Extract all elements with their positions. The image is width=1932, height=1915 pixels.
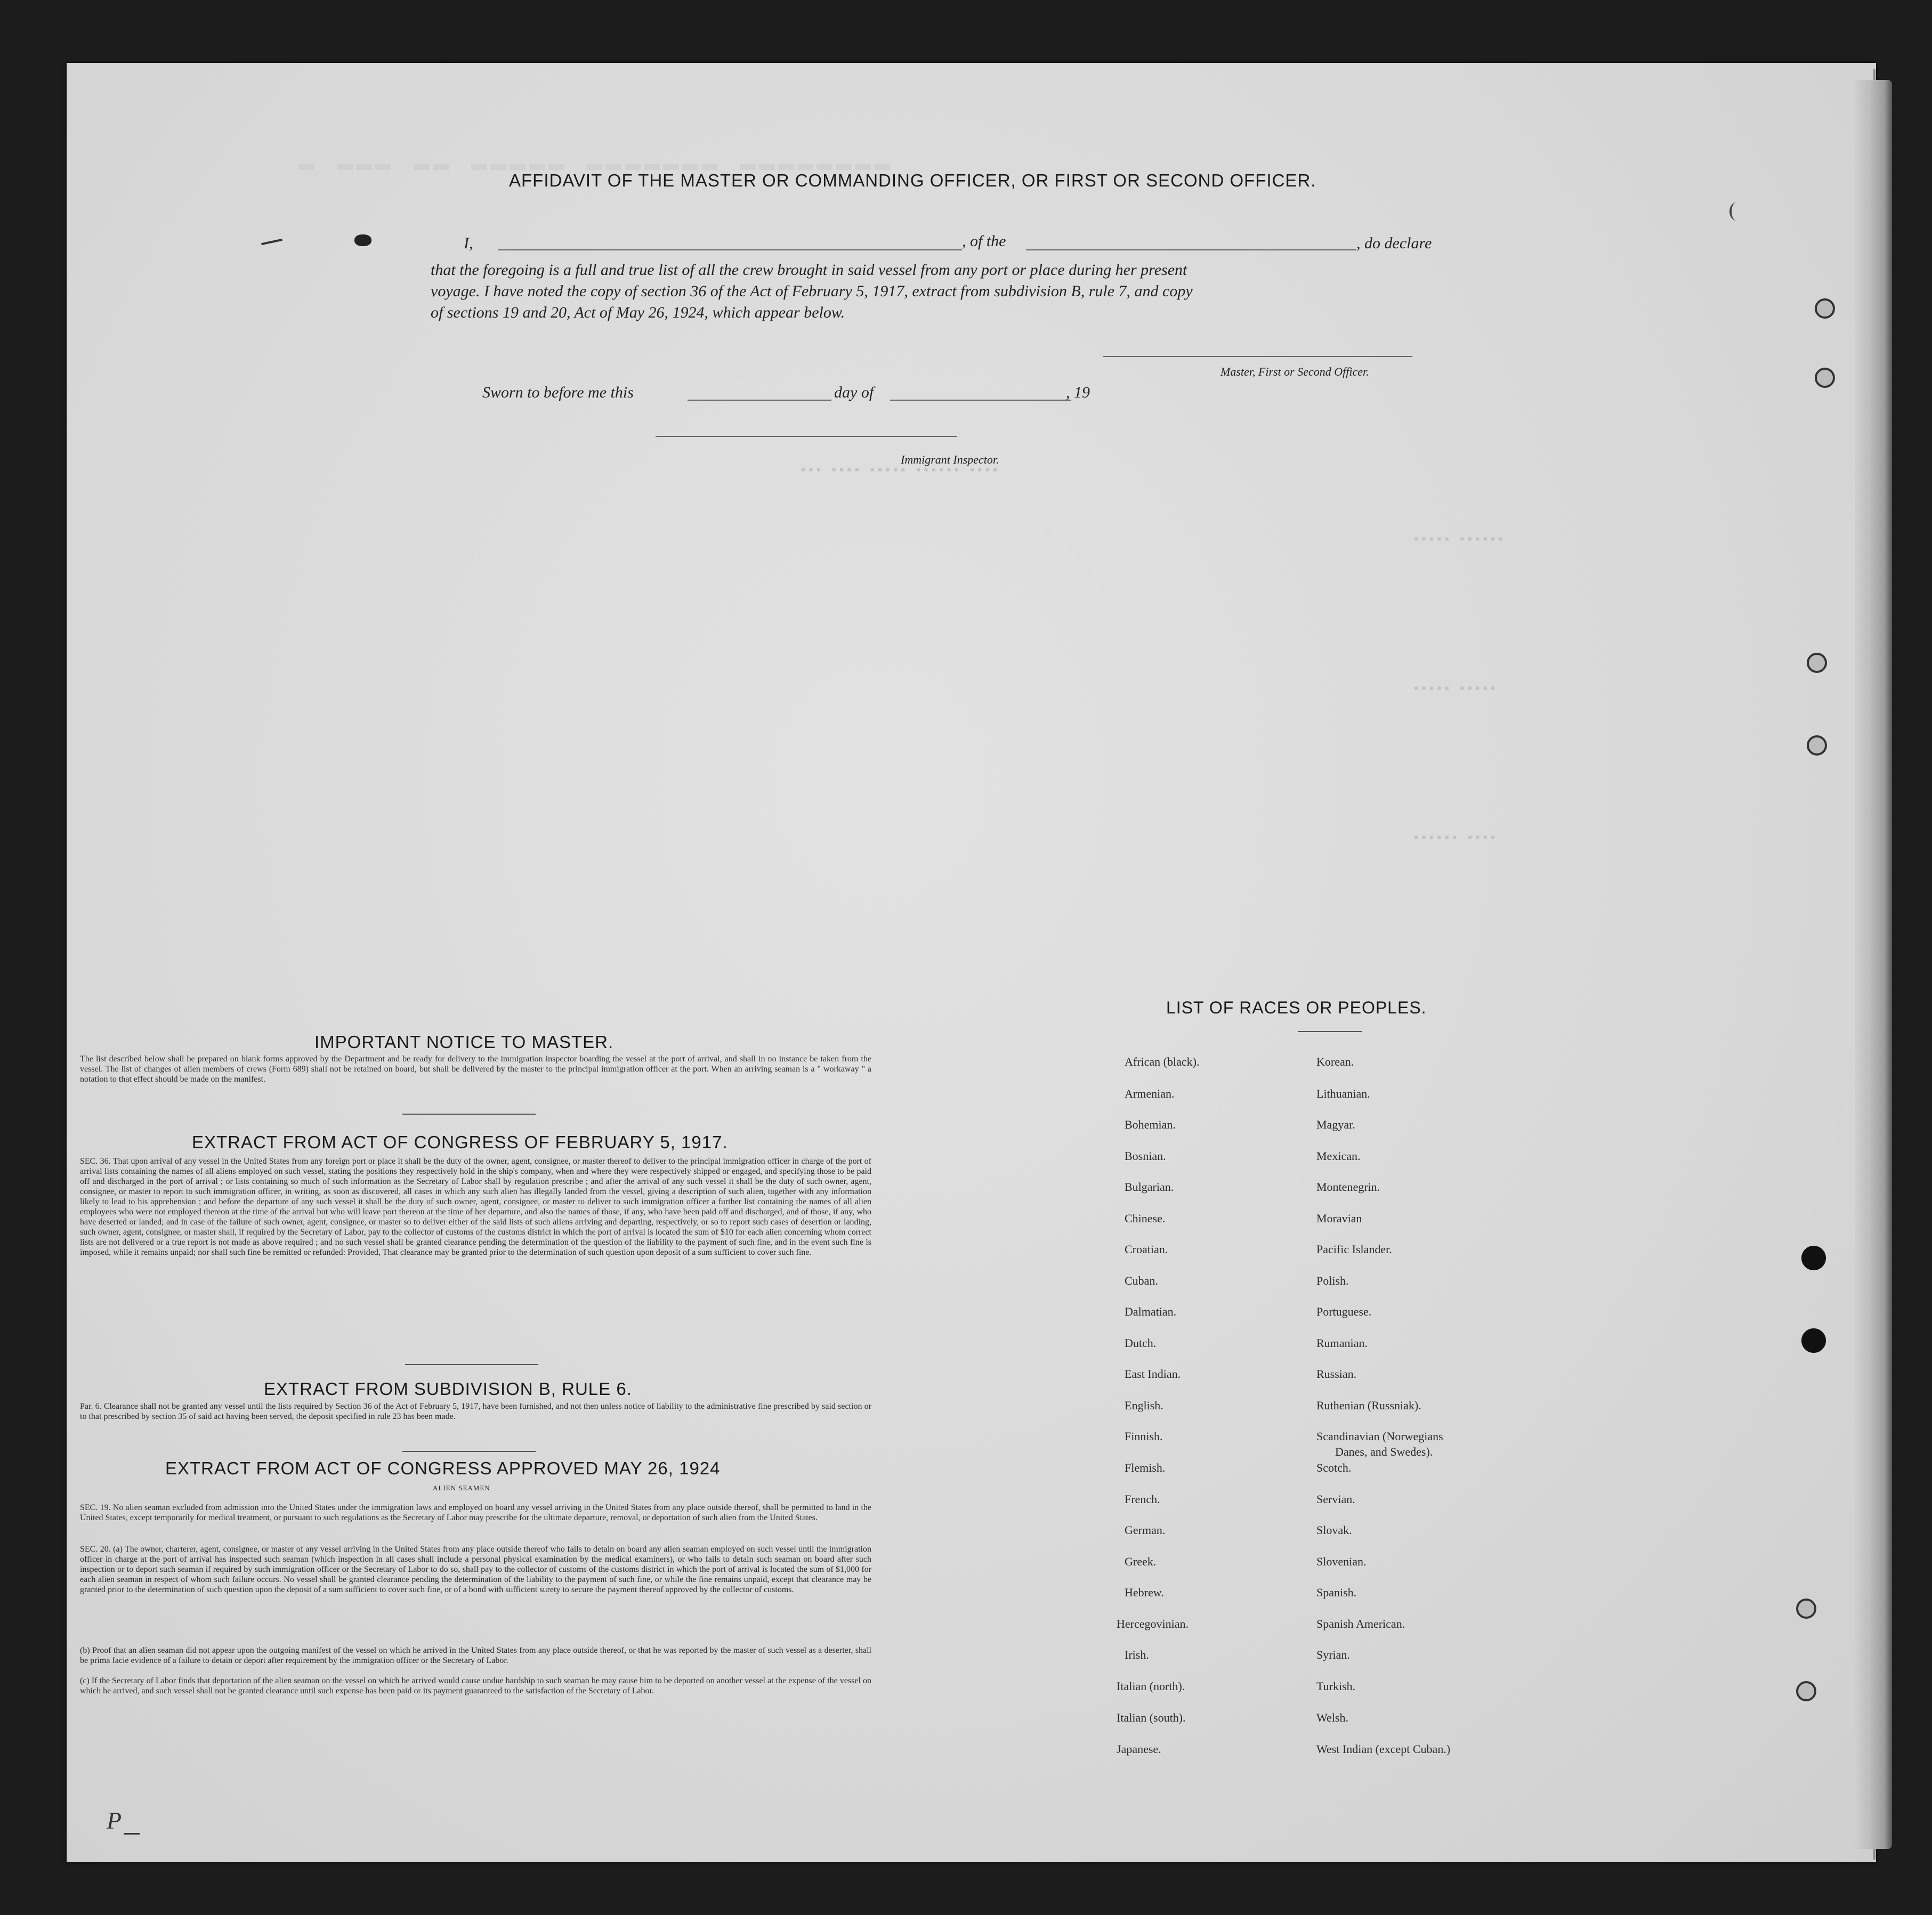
divider	[405, 1364, 538, 1365]
year-label: , 19	[1066, 384, 1090, 401]
extract-1924-subtitle: ALIEN SEAMEN	[433, 1484, 490, 1492]
race-item: Hebrew.	[1125, 1586, 1164, 1599]
race-item: Mexican.	[1316, 1149, 1361, 1163]
race-item: Portuguese.	[1316, 1305, 1372, 1318]
affidavit-body-line1: that the foregoing is a full and true list of all the crew brought in said vessel from any port or place during her present	[431, 261, 1187, 279]
race-item: English.	[1125, 1399, 1163, 1412]
race-item: Bulgarian.	[1125, 1180, 1174, 1194]
race-item: Hercegovinian.	[1117, 1617, 1189, 1630]
races-title: LIST OF RACES OR PEOPLES.	[1166, 998, 1427, 1017]
race-item: Montenegrin.	[1316, 1180, 1380, 1194]
race-item: Scandinavian (Norwegians	[1316, 1430, 1443, 1443]
punch-hole	[1807, 735, 1827, 756]
race-item: Pacific Islander.	[1316, 1243, 1392, 1256]
master-signature-label: Master, First or Second Officer.	[1220, 365, 1369, 378]
affidavit-body-line3: of sections 19 and 20, Act of May 26, 1924, which appear below.	[431, 304, 845, 321]
name-blank[interactable]	[498, 249, 962, 250]
extract-rule6-title: EXTRACT FROM SUBDIVISION B, RULE 6.	[264, 1379, 632, 1399]
extract-1924-sec20a: SEC. 20. (a) The owner, charterer, agent, consignee, or master of any vessel arriving in the United States from any place outside thereof who fails to detain on board any alien seaman employed on such vessel until the immigration officer in charge at the port of arrival has inspected such seaman (which inspection in all cases shall include a personal physical examination by the medical examiners), or who fails to detain such seaman on board after such inspection or to deport such seaman if required by such immigration officer or the Secretary of Labor to do so, shall pay to the collector of customs of the customs district in which the port of arrival is located the sum of $1,000 for each alien seaman in respect of whom such failure occurs. No vessel shall be granted clearance pending the determination of the liability to the payment of such fine, or while the fine remains unpaid, except that clearance may be granted prior to the determination of such question upon the deposit of a sum sufficient to cover such fine, or of a bond with sufficient surety to secure the payment thereof approved by the collector of customs.	[80, 1545, 871, 1594]
inspector-signature-label: Immigrant Inspector.	[901, 453, 999, 466]
notice-text: The list described below shall be prepared on blank forms approved by the Department and be ready for delivery to the immigration inspector boarding the vessel at the port of arrival, and shall in no instance be taken from the vessel. The list of changes of alien members of crews (Form 689) shall not be retained on board, but shall be delivered by the master to the principal immigration officer at the port. When an arriving seaman is a " workaway " a notation to that effect should be made on the manifest.	[80, 1054, 871, 1084]
punch-hole	[1815, 368, 1835, 388]
race-item: French.	[1125, 1492, 1160, 1506]
race-item: West Indian (except Cuban.)	[1316, 1742, 1451, 1756]
race-item: Spanish.	[1316, 1586, 1357, 1599]
race-item: Finnish.	[1125, 1430, 1163, 1443]
race-item: Rumanian.	[1316, 1336, 1368, 1350]
sworn-month-blank[interactable]	[890, 400, 1071, 401]
race-item: Slovenian.	[1316, 1555, 1367, 1568]
race-item: Chinese.	[1125, 1212, 1166, 1225]
extract-1924-sec20b: (b) Proof that an alien seaman did not appear upon the outgoing manifest of the vessel on which he arrived in the United States from any place outside thereof, or that he was reported by the master of such vessel as a deserter, shall be prima facie evidence of a failure to detain or deport after requirement by the immigration officer or the Secretary of Labor.	[80, 1646, 871, 1665]
extract-1917-title: EXTRACT FROM ACT OF CONGRESS OF FEBRUARY 5, 1917.	[192, 1132, 728, 1152]
page-stack-edge	[1855, 80, 1892, 1849]
race-item: Servian.	[1316, 1492, 1355, 1506]
extract-1924-title: EXTRACT FROM ACT OF CONGRESS APPROVED MAY 26, 1924	[165, 1458, 721, 1478]
bleed-through-text: ▪▪▪▪▪▪ ▪▪▪▪	[1412, 831, 1497, 846]
extract-1917-text: SEC. 36. That upon arrival of any vessel in the United States from any foreign port or place it shall be the duty of the owner, agent, consignee, or master thereof to deliver to the principal immigration officer in charge of the port of arrival lists containing the names of all aliens employed on such vessel, stating the positions they respectively hold in the ship's company, when and where they were respectively shipped or engaged, and specifying those to be paid off and discharged in the port of arrival ; or lists containing so much of such information as the Secretary of Labor shall by regulation prescribe ; and after the arrival of any such vessel it shall be the duty of such owner, agent, consignee, or master to report to such immigration officer, in writing, as soon as discovered, all cases in which any such alien has illegally landed from the vessel, giving a description of such alien, together with any information likely to lead to his apprehension ; and before the departure of any such vessel it shall be the duty of such owner, agent, consignee, or master to deliver to such immigration officer a further list containing the names of all alien employees who were not employed thereon at the time of the arrival but who will leave port thereon at the time of her departure, and also the names of those, if any, who have been paid off and discharged, and of those, if any, who have deserted or landed; and in case of the failure of such owner, agent, consignee, or master so to deliver either of the said lists of such aliens arriving and departing, respectively, or so to report such cases of desertion or landing, such owner, agent, consignee, or master shall, if required by the Secretary of Labor, pay to the collector of customs of the customs district in which the port of arrival is located the sum of $10 for each alien concerning whom correct lists are not delivered or a true report is not made as above required ; and no such vessel shall be granted clearance pending the determination of the question of the liability to the payment of such fine, and in the event such fine is imposed, while it remains unpaid; nor shall such fine be remitted or refunded: Provided, That clearance may be granted prior to the determination of such question upon deposit of a sum sufficient to cover such fine.	[80, 1157, 871, 1257]
handwritten-initial: P	[107, 1807, 122, 1834]
race-item: Syrian.	[1316, 1648, 1350, 1661]
race-item: Slovak.	[1316, 1523, 1352, 1537]
extract-1924-sec19: SEC. 19. No alien seaman excluded from admission into the United States under the immigration laws and employed on board any vessel arriving in the United States from any place outside thereof, shall be permitted to land in the United States, except temporarily for medical treatment, or pursuant to such regulations as the Secretary of Labor may prescribe for the ultimate departure, removal, or deportation of such alien from the United States.	[80, 1503, 871, 1522]
race-item: Dalmatian.	[1125, 1305, 1177, 1318]
race-item: East Indian.	[1125, 1367, 1181, 1381]
race-item: Ruthenian (Russniak).	[1316, 1399, 1421, 1412]
race-item: German.	[1125, 1523, 1166, 1537]
race-item: Flemish.	[1125, 1461, 1166, 1474]
punch-hole	[1796, 1681, 1816, 1701]
bleed-through-text: ▬ ▬▬▬ ▬▬ ▬▬▬▬▬ ▬▬▬▬▬▬▬ ▬▬▬▬▬▬▬▬	[298, 149, 894, 180]
affidavit-i-label: I,	[464, 234, 473, 252]
bleed-through-text: ▪▪▪ ▪▪▪▪ ▪▪▪▪▪ ▪▪▪▪▪▪ ▪▪▪▪	[799, 464, 999, 478]
race-item: Cuban.	[1125, 1274, 1158, 1287]
race-item: Spanish American.	[1316, 1617, 1405, 1630]
punch-hole-dark	[1801, 1328, 1826, 1353]
handwritten-dash	[124, 1833, 140, 1835]
day-of-label: day of	[834, 384, 874, 401]
race-item: Magyar.	[1316, 1118, 1355, 1131]
race-item: Moravian	[1316, 1212, 1362, 1225]
punch-hole	[1815, 298, 1835, 319]
master-signature-line[interactable]	[1103, 356, 1412, 357]
affidavit-body-line2: voyage. I have noted the copy of section 36 of the Act of February 5, 1917, extract from subdivision B, rule 7, and copy	[431, 282, 1193, 300]
affidavit-of-the-label: , of the	[962, 232, 1006, 250]
pen-mark	[1729, 202, 1743, 221]
race-item: Bohemian.	[1125, 1118, 1176, 1131]
race-item: Greek.	[1125, 1555, 1157, 1568]
race-item: African (black).	[1125, 1055, 1200, 1068]
race-item: Polish.	[1316, 1274, 1349, 1287]
divider	[402, 1114, 536, 1115]
bleed-through-text: ▪▪▪▪▪ ▪▪▪▪▪▪	[1412, 533, 1505, 547]
race-item: Irish.	[1125, 1648, 1149, 1661]
race-item: Russian.	[1316, 1367, 1357, 1381]
race-item: Dutch.	[1125, 1336, 1157, 1350]
affidavit-do-declare-label: , do declare	[1356, 234, 1432, 252]
vessel-blank[interactable]	[1026, 249, 1356, 250]
inspector-signature-line[interactable]	[656, 436, 957, 437]
race-item: Turkish.	[1316, 1679, 1356, 1693]
race-item: Italian (south).	[1117, 1711, 1186, 1724]
race-item: Bosnian.	[1125, 1149, 1166, 1163]
punch-hole	[1796, 1598, 1816, 1619]
bleed-through-text: ▪▪▪▪▪ ▪▪▪▪▪	[1412, 682, 1497, 696]
divider	[1298, 1031, 1362, 1032]
race-item: Lithuanian.	[1316, 1087, 1370, 1100]
ink-blot	[354, 234, 371, 246]
punch-hole-dark	[1801, 1246, 1826, 1270]
race-item: Italian (north).	[1117, 1679, 1185, 1693]
race-continuation: Danes, and Swedes).	[1335, 1445, 1433, 1458]
race-item: Japanese.	[1117, 1742, 1161, 1756]
race-item: Armenian.	[1125, 1087, 1175, 1100]
race-item: Welsh.	[1316, 1711, 1348, 1724]
affidavit-title: AFFIDAVIT OF THE MASTER OR COMMANDING OFFICER, OR FIRST OR SECOND OFFICER.	[509, 171, 1316, 190]
punch-hole	[1807, 653, 1827, 673]
sworn-day-blank[interactable]	[688, 400, 831, 401]
extract-1924-sec20c: (c) If the Secretary of Labor finds that deportation of the alien seaman on the vessel on which he arrived would cause undue hardship to such seaman he may cause him to be deported on another vessel at the expense of the vessel on which he arrived, and such vessel shall not be granted clearance until such expense has been paid or its payment guaranteed to the satisfaction of the Secretary of Labor.	[80, 1676, 871, 1695]
race-item: Korean.	[1316, 1055, 1354, 1068]
notice-title: IMPORTANT NOTICE TO MASTER.	[314, 1032, 614, 1052]
sworn-label: Sworn to before me this	[482, 384, 634, 401]
race-item: Croatian.	[1125, 1243, 1168, 1256]
extract-rule6-text: Par. 6. Clearance shall not be granted any vessel until the lists required by Section 36 of the Act of February 5, 1917, have been furnished, and not then unless notice of liability to the administrative fine prescribed by said section or to that prescribed by section 35 of said act having been served, the deposit specified in rule 23 has been made.	[80, 1402, 871, 1421]
race-item: Scotch.	[1316, 1461, 1352, 1474]
divider	[402, 1451, 536, 1452]
